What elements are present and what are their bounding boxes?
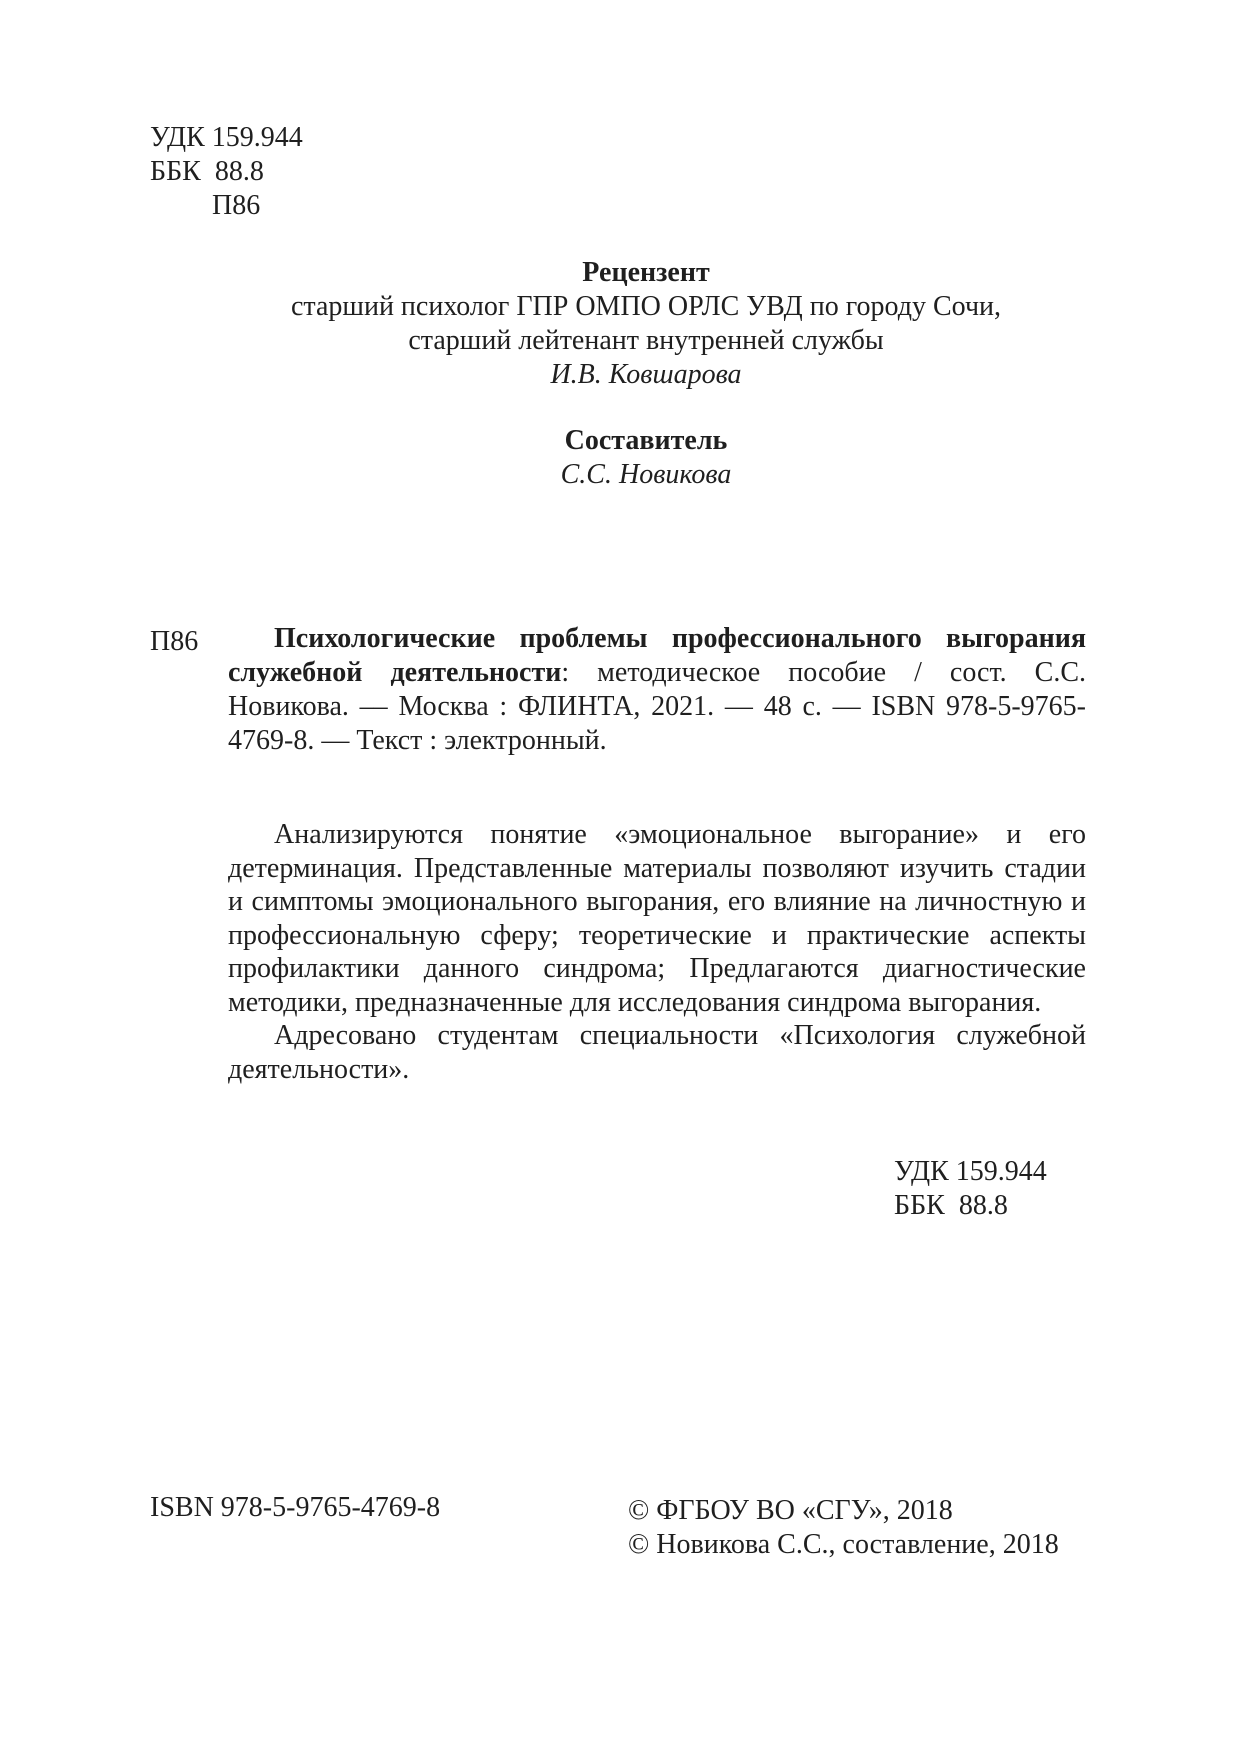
- footer-copyright-compiler: © Новикова С.С., составление, 2018: [628, 1529, 1059, 1560]
- classification-udk: УДК 159.944: [894, 1156, 1047, 1187]
- header-bbk: ББК 88.8: [150, 156, 264, 187]
- compiler-heading: Составитель: [564, 425, 728, 456]
- abstract-paragraph-1: Анализируются понятие «эмоциональное выгорание» и его детерминация. Представленные материалы позволяют изучить стадии и симптомы эмоционального выгорания, его влияние на личностную и профессиональную сферу; теоретические и практические аспекты профилактики данного синдрома; Предлагаются диагностические методики, предназначенные для исследования синдрома выгорания.: [228, 819, 1086, 1018]
- abstract-paragraph-2: Адресовано студентам специальности «Психология служебной деятельности».: [228, 1020, 1086, 1085]
- reviewer-name: И.В. Ковшарова: [550, 359, 742, 390]
- biblio-author-mark: П86: [150, 626, 199, 657]
- reviewer-position-line2: старший лейтенант внутренней службы: [408, 325, 884, 356]
- reviewer-heading: Рецензент: [582, 257, 710, 288]
- classification-bbk: ББК 88.8: [894, 1190, 1008, 1221]
- reviewer-block: [150, 256, 1142, 392]
- footer-copyright-university: © ФГБОУ ВО «СГУ», 2018: [628, 1495, 953, 1526]
- header-udk: УДК 159.944: [150, 122, 303, 153]
- bibliographic-record: [228, 622, 1086, 758]
- reviewer-position-line1: старший психолог ГПР ОМПО ОРЛС УВД по городу Сочи,: [290, 291, 1002, 322]
- compiler-name: С.С. Новикова: [560, 459, 732, 490]
- biblio-title: Психологические проблемы профессионального выгорания служебной деятельности: [228, 623, 1086, 688]
- header-author-mark: П86: [212, 190, 261, 221]
- compiler-block: [150, 424, 1142, 492]
- abstract: [228, 818, 1086, 1086]
- biblio-details: : методическое пособие / сост. С.С. Новикова. –– Москва : ФЛИНТА, 2021. — 48 с. — ISBN 978-5-9765-4769-8. — Текст : электронный.: [228, 657, 1087, 756]
- footer-isbn: ISBN 978-5-9765-4769-8: [150, 1492, 441, 1523]
